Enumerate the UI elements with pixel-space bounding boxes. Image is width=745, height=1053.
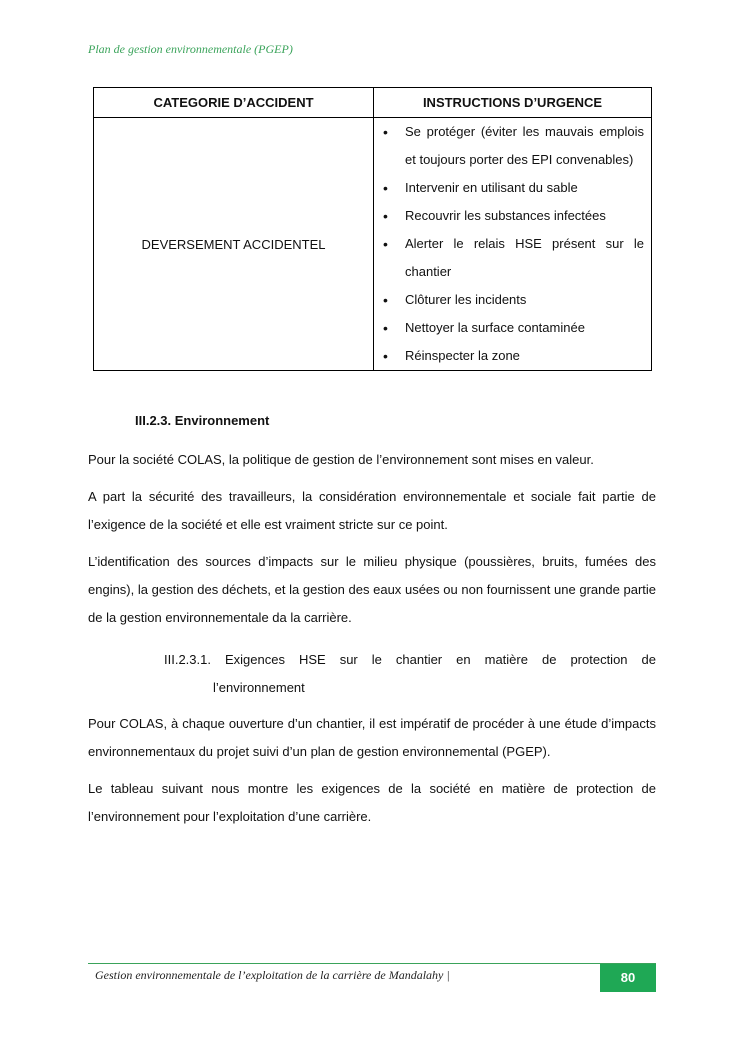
list-item: • Clôturer les incidents xyxy=(374,286,644,314)
heading-word: chantier xyxy=(395,652,443,667)
heading-word: de xyxy=(541,652,557,667)
heading-word: de xyxy=(641,652,656,667)
subsection-heading-line xyxy=(164,646,656,674)
section-heading: III.2.3. Environnement xyxy=(135,413,270,428)
heading-word: sur xyxy=(339,652,358,667)
list-item: • Se protéger (éviter les mauvais emplois et toujours porter des EPI convenables) xyxy=(374,118,644,174)
page-footer xyxy=(88,963,656,992)
table-row xyxy=(94,118,652,371)
heading-word: protection xyxy=(570,652,628,667)
subsection-heading-continuation: l’environnement xyxy=(213,680,305,695)
instructions-list xyxy=(374,118,644,370)
column-header-category: CATEGORIE D’ACCIDENT xyxy=(94,88,374,118)
column-header-instructions: INSTRUCTIONS D’URGENCE xyxy=(374,88,652,118)
instructions-cell xyxy=(374,118,652,371)
footer-text: Gestion environnementale de l’exploitation de la carrière de Mandalahy | xyxy=(95,968,450,982)
subsection-heading xyxy=(164,646,656,702)
paragraph: Pour la société COLAS, la politique de gestion de l’environnement sont mises en valeur. xyxy=(88,452,594,467)
heading-word: en xyxy=(456,652,471,667)
page-number: 80 xyxy=(600,964,656,992)
subsection-number: III.2.3.1. xyxy=(164,652,211,667)
accident-category-cell: DEVERSEMENT ACCIDENTEL xyxy=(94,118,374,371)
heading-word: Exigences xyxy=(224,652,285,667)
accident-table xyxy=(93,87,652,371)
list-item: • Recouvrir les substances infectées xyxy=(374,202,644,230)
heading-word: HSE xyxy=(298,652,326,667)
list-item: • Nettoyer la surface contaminée xyxy=(374,314,644,342)
heading-word: le xyxy=(371,652,382,667)
paragraph: A part la sécurité des travailleurs, la considération environnementale et sociale fait partie de l’exigence de la société et elle est vraiment stricte sur ce point. xyxy=(88,489,656,532)
paragraph: Pour COLAS, à chaque ouverture d’un chantier, il est impératif de procéder à une étude d’impacts environnementaux du projet suivi d’un plan de gestion environnemental (PGEP). xyxy=(88,716,656,759)
list-item: • Alerter le relais HSE présent sur le chantier xyxy=(374,230,644,286)
paragraph: Le tableau suivant nous montre les exigences de la société en matière de protection de l’environnement pour l’exploitation d’une carrière. xyxy=(88,781,656,824)
list-item: • Réinspecter la zone xyxy=(374,342,644,370)
paragraph: L’identification des sources d’impacts sur le milieu physique (poussières, bruits, fumées des engins), la gestion des déchets, et la gestion des eaux usées ou non fournissent une grande partie de la gestion environnementale da la carrière. xyxy=(88,554,656,625)
heading-word: matière xyxy=(484,652,528,667)
running-header: Plan de gestion environnementale (PGEP) xyxy=(88,42,293,56)
list-item: • Intervenir en utilisant du sable xyxy=(374,174,644,202)
table-header-row xyxy=(94,88,652,118)
